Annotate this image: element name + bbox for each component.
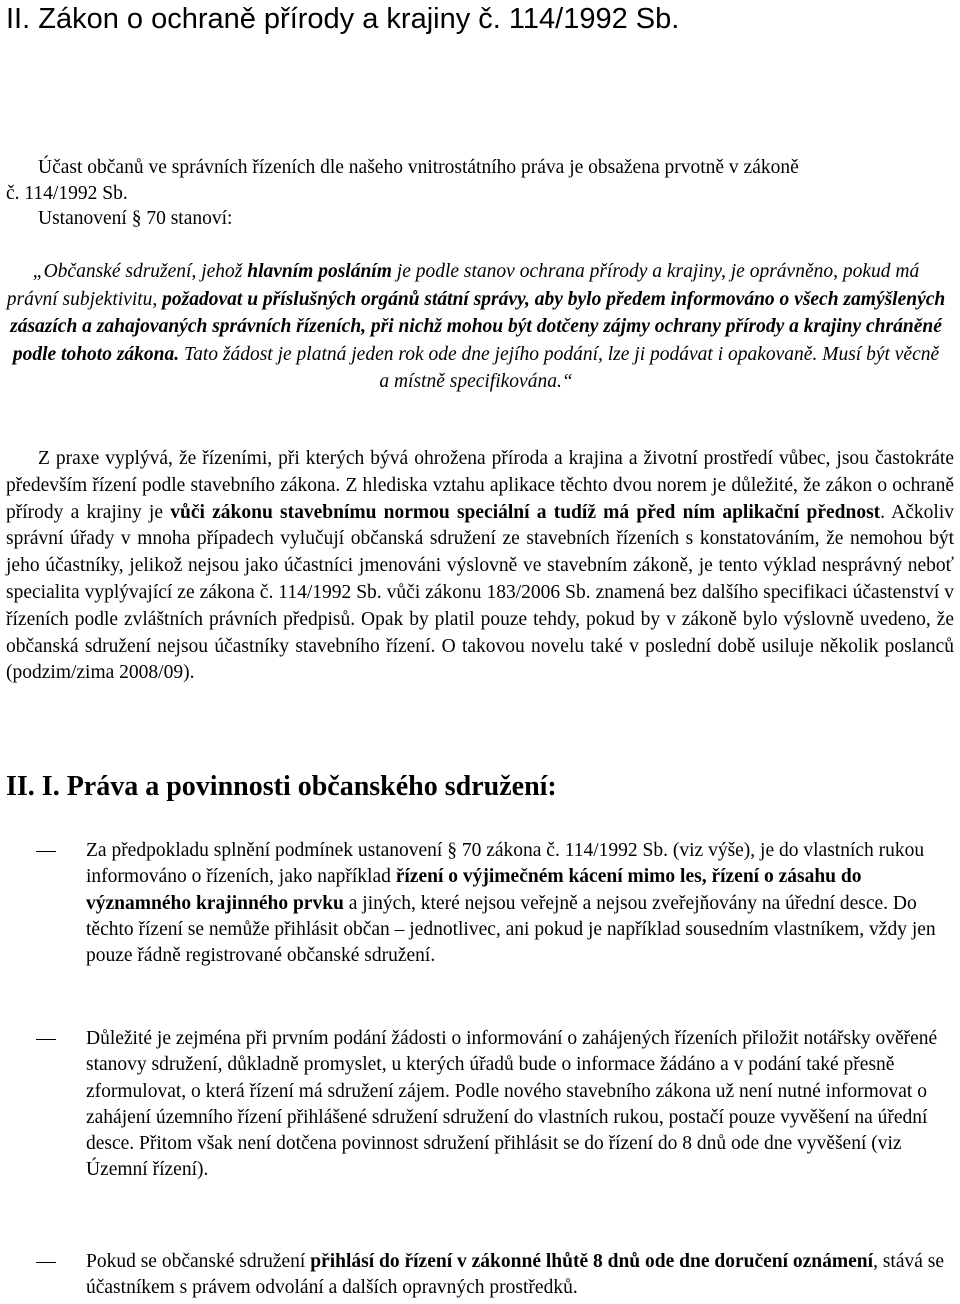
quote-text: Tato žádost je platná jeden rok ode dne jejího podání, lze ji podávat i opakovaně. Musí být věcně a místně specifikována.“ [179,343,940,392]
law-quote [6,258,946,396]
intro-line: Účast občanů ve správních řízeních dle našeho vnitrostátního práva je obsažena prvotně v zákoně [38,157,799,178]
intro-line: č. 114/1992 Sb. [6,182,128,204]
list-bold: řízení o výjimečném kácení mimo les, řízení o zásahu do významného krajinného prvku [86,866,862,914]
paragraph-text: Z praxe vyplývá, že řízeními, při kterých bývá ohrožena příroda a krajina a životní prostředí vůbec, jsou častokráte především řízení podle stavebního zákona. Z hlediska vztahu aplikace těchto dvou norem je důležité, že zákon o ochraně přírody a krajiny je [6,448,954,523]
section-title: II. I. Práva a povinnosti občanského sdružení: [6,771,557,802]
quote-text: je podle stanov ochrana přírody a krajiny, je oprávněno, pokud má právní subjektivitu, [6,261,920,310]
quote-bold: požadovat u příslušných orgánů státní správy, aby bylo předem informováno o všech zamýšlených zásazích a zahajovaných správních řízeních, při nichž mohou být dotčeny zájmy ochrany přírody a krajiny chráněné podle tohoto zákona. [10,288,946,365]
intro-line: Ustanovení § 70 stanoví: [38,208,233,229]
dash-bullet-icon [36,1039,56,1040]
list-text: Za předpokladu splnění podmínek ustanovení § 70 zákona č. 114/1992 Sb. (viz výše), je do vlastních rukou informováno o řízeních, jako například [86,840,925,888]
dash-bullet-icon [36,851,56,852]
quote-text: „Občanské sdružení, jehož [32,261,248,282]
quote-bold: hlavním posláním [247,261,392,282]
paragraph-text: . Ačkoliv správní úřady v mnoha případech vylučují občanská sdružení ze stavebních řízeních s konstatováním, že nemohou být jeho účastníky, jelikož nejsou jako účastníci jmenováni výslovně ve stavebním zákoně, je tento výklad nesprávný neboť specialita vyplývající ze zákona č. 114/1992 Sb. vůči zákonu 183/2006 Sb. znamená bez dalšího specifikaci účastenství v řízeních podle zvláštních právních předpisů. Opak by platil pouze tehdy, pokud by v zákoně bylo výslovně uvedeno, že občanská sdružení nejsou účastníky stavebního řízení. O takovou novelu také v poslední době usiluje několik poslanců (podzim/zima 2008/09). [6,501,954,684]
intro-paragraph [6,155,946,232]
list-text: a jiných, které nejsou veřejně a nejsou zveřejňovány na úřední desce. Do těchto řízení se nemůže přihlásit občan – jednotlivec, ani pokud je například sousedním vlastníkem, vždy jen pouze řádně registrované občanské sdružení. [86,892,936,967]
practice-paragraph [6,446,954,687]
list-bold: přihlásí do řízení v zákonné lhůtě 8 dnů ode dne doručení oznámení [310,1251,874,1272]
list-text: Pokud se občanské sdružení [86,1251,311,1272]
dash-bullet-icon [36,1262,56,1263]
list-text: , stává se účastníkem s právem odvolání a dalších opravných prostředků. [86,1251,945,1299]
list-item-text [86,1249,946,1302]
page-title: II. Zákon o ochraně přírody a krajiny č. 114/1992 Sb. [6,3,680,35]
paragraph-bold: vůči zákonu stavebnímu normou speciální a tudíž má před ním aplikační přednost [170,501,881,523]
list-item-text [86,838,946,969]
list-text: Důležité je zejména při prvním podání žádosti o informování o zahájených řízeních přiložit notářsky ověřené stanovy sdružení, důkladně promyslet, u kterých úřadů bude o informace žádáno a v podání také přesně zformulovat, o která řízení má sdružení zájem. Podle nového stavebního zákona už není nutné informovat o zahájení územního řízení přihlášené sdružení sdružení do vlastních rukou, postačí pouze vyvěšení na úřední desce. Přitom však není dotčena povinnost sdružení přihlásit se do řízení do 8 dnů ode dne vyvěšení (viz Územní řízení). [86,1028,938,1181]
list-item-text [86,1026,946,1184]
